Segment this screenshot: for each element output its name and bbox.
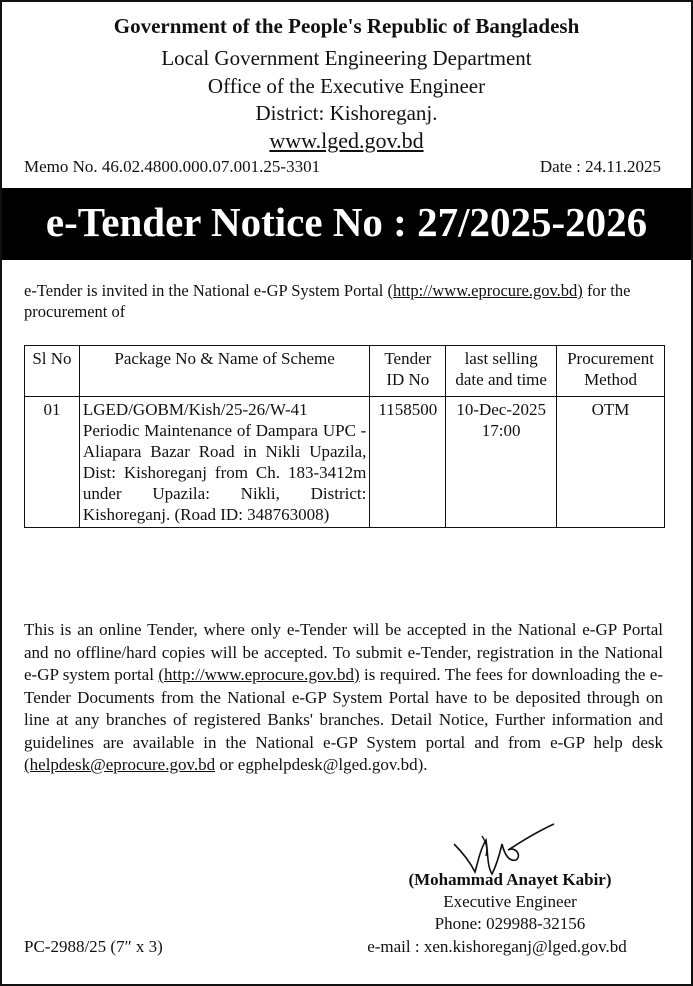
eprocure-link[interactable]: (http://www.eprocure.gov.bd) (387, 281, 583, 300)
office-name: Office of the Executive Engineer (207, 74, 486, 98)
body-text-2: is required. The fees for downloading the e-Tender Documents from the National e-GP System Portal have to be deposited through on line at any branches of registered Banks' branches. Detail Notice, Further information and guidelines are available in the National e-GP System portal and from e-GP help desk (24, 665, 664, 752)
eprocure-link-2[interactable]: (http://www.eprocure.gov.bd) (158, 665, 360, 684)
signatory-email: e-mail : xen.kishoreganj@lged.gov.bd (367, 937, 627, 956)
table-row (25, 397, 665, 528)
signatory-title: Executive Engineer (443, 892, 577, 911)
cell-sl: 01 (25, 397, 80, 528)
signatory-name: (Mohammad Anayet Kabir) (408, 870, 612, 889)
header-package: Package No & Name of Scheme (79, 346, 369, 397)
helpdesk-link[interactable]: (helpdesk@eprocure.gov.bd (24, 755, 216, 774)
table-header-row (25, 346, 665, 397)
header-last-selling: last selling date and time (446, 346, 557, 397)
tender-table (24, 345, 665, 528)
pc-number: PC-2988/25 (7″ x 3) (24, 937, 163, 956)
header-sl: Sl No (25, 346, 80, 397)
signatory-phone: Phone: 029988-32156 (434, 914, 586, 933)
header-method: Procurement Method (557, 346, 665, 397)
notice-banner: e-Tender Notice No : 27/2025-2026 (2, 188, 691, 260)
intro-prefix: e-Tender is invited in the National e-GP System Portal (24, 281, 384, 300)
cell-tender-id: 1158500 (370, 397, 446, 528)
notice-date: Date : 24.11.2025 (539, 157, 661, 176)
memo-number: Memo No. 46.02.4800.000.07.001.25-3301 (24, 157, 321, 176)
cell-package: LGED/GOBM/Kish/25-26/W-41 Periodic Maintenance of Dampara UPC - Aliapara Bazar Road in Nikli Upazila, Dist: Kishoreganj from Ch. 183-3412m under Upazila: Nikli, District: Kishoreganj. (Road ID: 348763008) (79, 397, 369, 528)
district-name: District: Kishoreganj. (255, 101, 438, 125)
intro-text (24, 280, 663, 322)
cell-method: OTM (557, 397, 665, 528)
website-link[interactable]: www.lged.gov.bd (269, 128, 424, 153)
body-text-3: or egphelpdesk@lged.gov.bd). (219, 755, 428, 774)
department-name: Local Government Engineering Department (161, 46, 532, 70)
government-title: Government of the People's Republic of Bangladesh (113, 14, 580, 38)
cell-last-selling: 10-Dec-2025 17:00 (446, 397, 557, 528)
header-tender-id: Tender ID No (370, 346, 446, 397)
intro-suffix: for the procurement of (24, 281, 631, 321)
notice-body (24, 619, 663, 777)
website (2, 128, 691, 154)
body-text-1: This is an online Tender, where only e-Tender will be accepted in the National e-GP Portal and no offline/hard copies will be accepted. To submit e-Tender, registration in the National e-GP system portal (24, 620, 663, 684)
